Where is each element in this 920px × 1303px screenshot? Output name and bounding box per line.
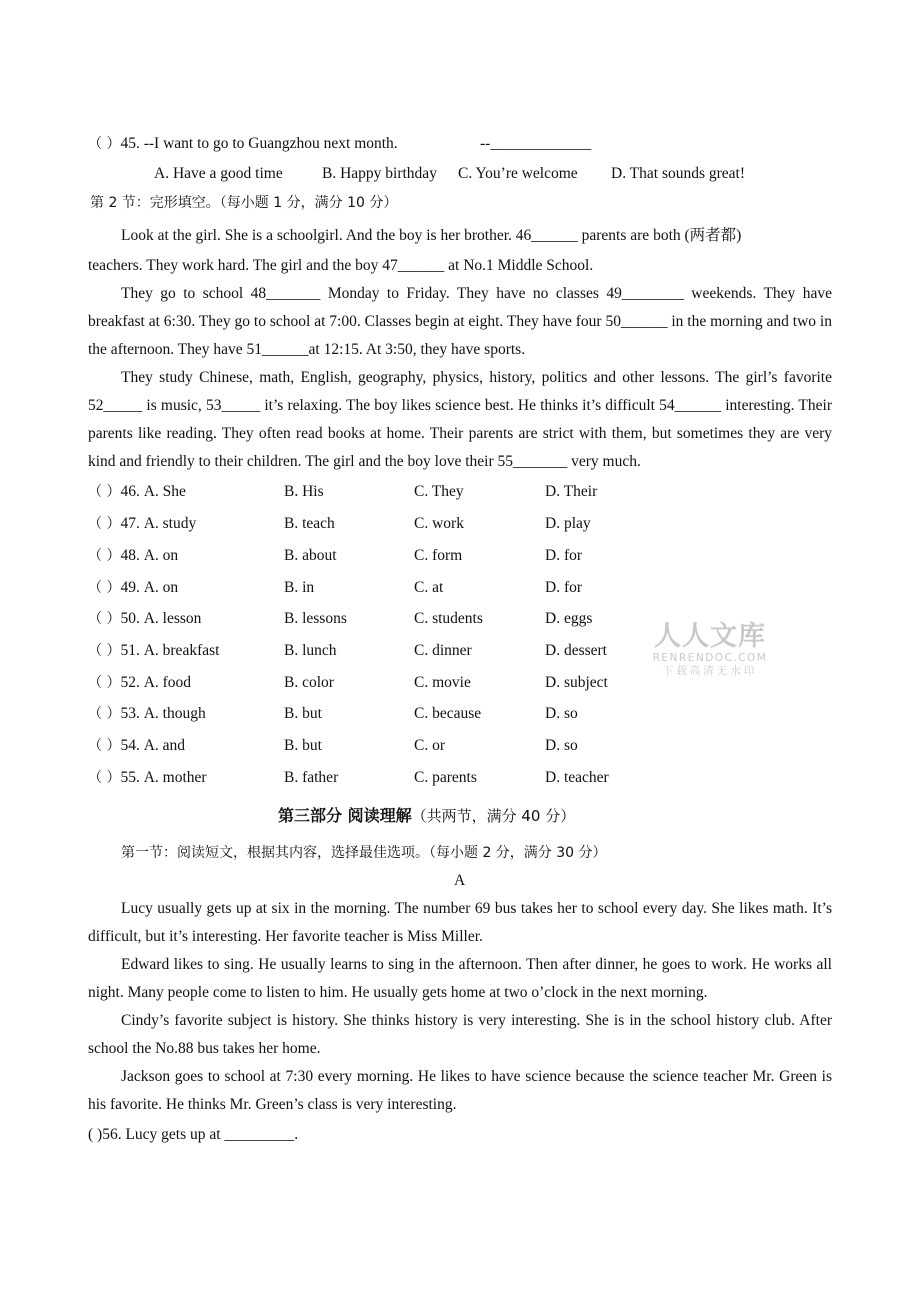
option-a: 52. A. food <box>120 674 192 691</box>
watermark-title: 人人文库 <box>654 621 766 652</box>
option-d: D. eggs <box>545 610 593 627</box>
q45-option-b: B. Happy birthday <box>322 165 437 182</box>
option-b: B. about <box>284 547 337 564</box>
option-d: D. so <box>545 737 578 754</box>
option-c: C. work <box>414 515 464 532</box>
option-a: 55. A. mother <box>120 769 207 786</box>
watermark-logo <box>645 622 775 678</box>
option-a: 50. A. lesson <box>120 610 202 627</box>
option-a: 53. A. though <box>120 705 206 722</box>
cloze-paragraph-3: They study Chinese, math, English, geography, physics, history, politics and other lessons. The girl’s favorite 52_____ is music, 53_____ it’s relaxing. The boy likes science best. He thinks it’s difficult 54______ interesting. Their parents like reading. They often read books at home. Their parents are strict with them, but sometimes they are very kind and friendly to their children. The girl and the boy love their 55_______ very much. <box>88 369 832 470</box>
option-b: B. father <box>284 769 339 786</box>
option-b: B. but <box>284 737 322 754</box>
option-d: D. teacher <box>545 769 609 786</box>
answer-parenthesis: （ ） <box>88 611 121 627</box>
answer-parenthesis: （ ） <box>88 643 121 659</box>
answer-parenthesis: （ ） <box>88 675 121 691</box>
q45-stem: 45. --I want to go to Guangzhou next month. <box>120 135 398 152</box>
answer-parenthesis: （ ） <box>88 484 121 500</box>
option-a: 46. A. She <box>120 483 186 500</box>
cloze-paragraph-1-line-1: Look at the girl. She is a schoolgirl. And the boy is her brother. 46______ parents are both (两者都) <box>121 227 742 244</box>
answer-parenthesis: （ ） <box>88 770 121 786</box>
option-a: 47. A. study <box>120 515 197 532</box>
option-c: C. movie <box>414 674 471 691</box>
reading-paragraph-lucy: Lucy usually gets up at six in the morning. The number 69 bus takes her to school every day. She likes math. It’s difficult, but it’s interesting. Her favorite teacher is Miss Miller. <box>88 900 832 945</box>
cloze-paragraph-1-line-2: teachers. They work hard. The girl and the boy 47______ at No.1 Middle School. <box>88 257 594 274</box>
option-c: C. because <box>414 705 482 722</box>
q45-option-d: D. That sounds great! <box>611 165 746 182</box>
part3-title-bold: 第三部分 阅读理解 <box>278 806 412 825</box>
section2-title: 第 2 节：完形填空。（每小题 1 分，满分 10 分） <box>90 195 398 211</box>
passage-label: A <box>454 872 466 889</box>
option-a: 54. A. and <box>120 737 186 754</box>
q45-stem-line <box>88 134 398 154</box>
option-b: B. color <box>284 674 334 691</box>
option-c: C. They <box>414 483 464 500</box>
option-b: B. lunch <box>284 642 337 659</box>
part3-title-rest: （共两节，满分 40 分） <box>411 807 576 825</box>
question-56: ( )56. Lucy gets up at _________. <box>88 1126 299 1143</box>
option-a: 48. A. on <box>120 547 179 564</box>
option-b: B. lessons <box>284 610 347 627</box>
option-b: B. but <box>284 705 322 722</box>
q45-option-a: A. Have a good time <box>154 165 283 182</box>
option-d: D. play <box>545 515 591 532</box>
q45-answer-blank: --_____________ <box>480 135 592 152</box>
option-d: D. Their <box>545 483 598 500</box>
option-d: D. for <box>545 579 583 596</box>
answer-parenthesis: （ ） <box>88 706 121 722</box>
part3-subtitle: 第一节：阅读短文，根据其内容，选择最佳选项。（每小题 2 分，满分 30 分） <box>121 845 607 861</box>
answer-parenthesis: （ ） <box>88 548 121 564</box>
answer-parenthesis: （ ） <box>88 136 121 152</box>
answer-parenthesis: （ ） <box>88 580 121 596</box>
option-d: D. subject <box>545 674 608 691</box>
reading-paragraph-jackson: Jackson goes to school at 7:30 every morning. He likes to have science because the science teacher Mr. Green is his favorite. He thinks Mr. Green’s class is very interesting. <box>88 1068 832 1113</box>
reading-paragraph-edward: Edward likes to sing. He usually learns to sing in the afternoon. Then after dinner, he goes to work. He works all night. Many people come to listen to him. He usually gets home at two o’clock in the next morning. <box>88 956 832 1001</box>
part3-title <box>278 806 575 827</box>
option-c: C. form <box>414 547 463 564</box>
watermark-domain: RENRENDOC.COM <box>652 652 768 664</box>
option-d: D. for <box>545 547 583 564</box>
q45-option-c: C. You’re welcome <box>458 165 578 182</box>
watermark-tagline: 下载高清无水印 <box>662 665 758 677</box>
answer-parenthesis: （ ） <box>88 738 121 754</box>
option-a: 51. A. breakfast <box>120 642 220 659</box>
option-c: C. students <box>414 610 483 627</box>
option-b: B. teach <box>284 515 335 532</box>
option-d: D. dessert <box>545 642 607 659</box>
option-d: D. so <box>545 705 578 722</box>
cloze-paragraph-2: They go to school 48_______ Monday to Friday. They have no classes 49________ weekends. They have breakfast at 6:30. They go to school at 7:00. Classes begin at eight. They have four 50______ in the morning and two in the afternoon. They have 51______at 12:15. At 3:50, they have sports. <box>88 285 832 358</box>
option-a: 49. A. on <box>120 579 179 596</box>
option-c: C. or <box>414 737 445 754</box>
option-c: C. parents <box>414 769 477 786</box>
option-c: C. dinner <box>414 642 472 659</box>
answer-parenthesis: （ ） <box>88 516 121 532</box>
option-b: B. His <box>284 483 324 500</box>
option-c: C. at <box>414 579 444 596</box>
option-b: B. in <box>284 579 315 596</box>
reading-paragraph-cindy: Cindy’s favorite subject is history. She thinks history is very interesting. She is in the school history club. After school the No.88 bus takes her home. <box>88 1012 832 1057</box>
